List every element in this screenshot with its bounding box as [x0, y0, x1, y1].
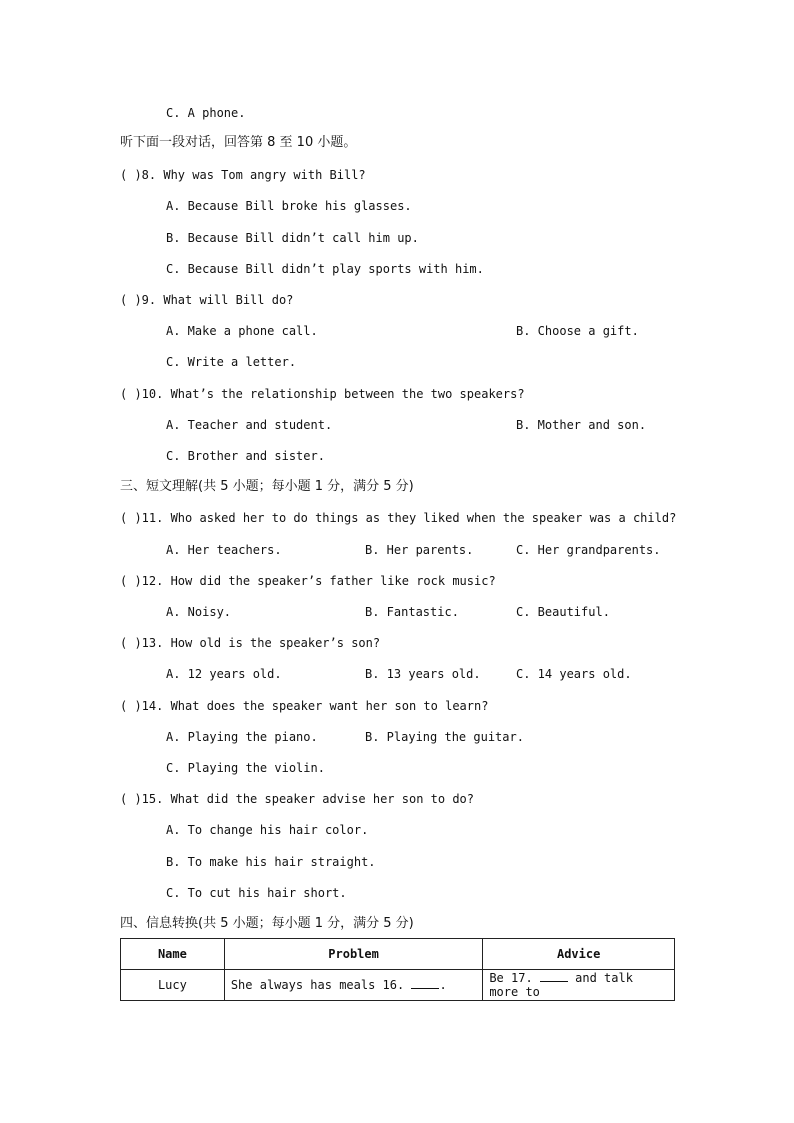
- option-text: C. A phone.: [166, 106, 246, 120]
- cell-problem: [224, 970, 483, 1001]
- section-heading: 四、信息转换(共 5 小题；每小题 1 分，满分 5 分): [120, 916, 414, 931]
- table-header-row: [121, 939, 675, 970]
- option-text: B. Mother and son.: [516, 418, 647, 432]
- answer-blank-16[interactable]: [411, 978, 439, 989]
- option-text: C. Beautiful.: [516, 605, 610, 619]
- question-13: ( )13. How old is the speaker’s son?: [120, 636, 381, 650]
- option-text: C. To cut his hair short.: [166, 886, 347, 900]
- option-text: B. 13 years old.: [365, 667, 481, 681]
- option-text: A. Make a phone call.: [166, 324, 318, 338]
- section-instruction: 听下面一段对话，回答第 8 至 10 小题。: [120, 135, 357, 150]
- table-header-problem: Problem: [224, 939, 483, 970]
- option-text: A. Because Bill broke his glasses.: [166, 199, 412, 213]
- option-text: A. Playing the piano.: [166, 730, 318, 744]
- question-12: ( )12. How did the speaker’s father like rock music?: [120, 574, 496, 588]
- question-14: ( )14. What does the speaker want her son to learn?: [120, 699, 489, 713]
- option-text: A. 12 years old.: [166, 667, 282, 681]
- option-text: C. Playing the violin.: [166, 761, 325, 775]
- option-text: B. Because Bill didn’t call him up.: [166, 231, 419, 245]
- answer-blank-17[interactable]: [540, 971, 568, 982]
- option-text: A. Her teachers.: [166, 543, 282, 557]
- cell-advice: [483, 970, 675, 1001]
- table-header-name: Name: [121, 939, 225, 970]
- option-text: C. Write a letter.: [166, 355, 297, 369]
- problem-text: She always has meals 16.: [230, 978, 405, 992]
- option-text: C. Brother and sister.: [166, 449, 325, 463]
- question-10: ( )10. What’s the relationship between the two speakers?: [120, 387, 525, 401]
- option-text: B. Fantastic.: [365, 605, 459, 619]
- section-heading: 三、短文理解(共 5 小题；每小题 1 分，满分 5 分): [120, 479, 414, 494]
- question-15: ( )15. What did the speaker advise her son to do?: [120, 792, 475, 806]
- question-11: ( )11. Who asked her to do things as they liked when the speaker was a child?: [120, 511, 677, 525]
- problem-text-end: .: [439, 978, 447, 992]
- option-text: B. Choose a gift.: [516, 324, 639, 338]
- option-text: A. To change his hair color.: [166, 823, 369, 837]
- option-text: B. To make his hair straight.: [166, 855, 376, 869]
- table-row: [121, 970, 675, 1001]
- question-9: ( )9. What will Bill do?: [120, 293, 294, 307]
- table-header-advice: Advice: [483, 939, 675, 970]
- option-text: A. Teacher and student.: [166, 418, 333, 432]
- cell-name: Lucy: [121, 970, 225, 1001]
- option-text: B. Playing the guitar.: [365, 730, 524, 744]
- info-table: [120, 938, 675, 1001]
- option-text: A. Noisy.: [166, 605, 232, 619]
- advice-text-end: and talk more to: [489, 971, 633, 999]
- option-text: B. Her parents.: [365, 543, 474, 557]
- option-text: C. Because Bill didn’t play sports with him.: [166, 262, 484, 276]
- question-8: ( )8. Why was Tom angry with Bill?: [120, 168, 366, 182]
- option-text: C. 14 years old.: [516, 667, 632, 681]
- advice-text: Be 17.: [489, 971, 533, 985]
- option-text: C. Her grandparents.: [516, 543, 661, 557]
